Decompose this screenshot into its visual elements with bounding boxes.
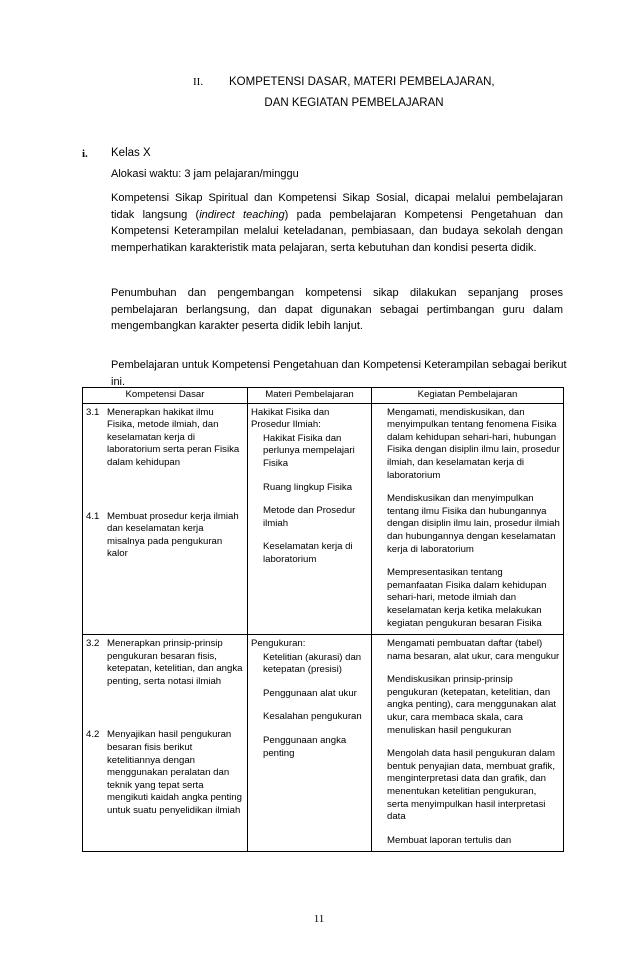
- bullet-box-icon: [251, 711, 263, 724]
- bullet-box-icon: [251, 652, 263, 677]
- materi-cell: [248, 635, 372, 852]
- section-heading-title: KOMPETENSI DASAR, MATERI PEMBELAJARAN,: [229, 76, 495, 88]
- materi-text: Kesalahan pengukuran: [263, 711, 362, 723]
- time-allocation: Alokasi waktu: 3 jam pelajaran/minggu: [111, 168, 299, 180]
- table-row: [83, 635, 564, 852]
- table-row: [83, 403, 564, 635]
- materi-text: Ketelitian (akurasi) dan ketepatan (presisi): [263, 651, 362, 676]
- section-heading-subtitle: DAN KEGIATAN PEMBELAJARAN: [264, 97, 444, 109]
- paragraph-attitude: [111, 190, 563, 256]
- kegiatan-text: Mendiskusikan dan menyimpulkan tentang ilmu Fisika dan hubungannya dengan disiplin ilmu lain, prosedur ilmiah dan hubungannya dengan keselamatan kerja di laboratorium: [387, 493, 560, 555]
- bullet-box-icon: [251, 482, 263, 495]
- bullet-box-icon: [375, 748, 387, 824]
- materi-item: [251, 505, 368, 530]
- materi-item: [251, 433, 368, 471]
- page-number: 11: [313, 913, 325, 925]
- bullet-box-icon: [251, 505, 263, 530]
- kd-text: Menyajikan hasil pengukuran besaran fisis berikut ketelitiannya dengan menggunakan peralatan dan teknik yang tepat serta mengikuti kaidah angka penting untuk suatu penyelidikan ilmiah: [107, 729, 242, 817]
- kegiatan-item: [375, 835, 560, 848]
- materi-item: [251, 541, 368, 566]
- kegiatan-text: Mengamati, mendiskusikan, dan menyimpulkan tentang fenomena Fisika dalam kehidupan sehari-hari, hubungan Fisika dengan disiplin ilmu lain, prosedur ilmiah, dan keselamatan kerja di laboratorium: [387, 406, 560, 481]
- paragraph-attitude-emphasis: indirect teaching: [199, 208, 285, 221]
- bullet-box-icon: [251, 735, 263, 760]
- materi-item: [251, 652, 368, 677]
- kegiatan-cell: [372, 403, 564, 635]
- bullet-box-icon: [375, 407, 387, 483]
- competency-table: [82, 387, 564, 852]
- paragraph-attitude-part2: ) pada pembelajaran Kompetensi Pengetahuan dan Kompetensi Keterampilan melalui keteladanan, pembiasaan, dan budaya sekolah dengan memperhatikan karakteristik mata pelajaran, serta kebutuhan dan kondisi peserta didik.: [111, 208, 563, 254]
- kegiatan-text: Membuat laporan tertulis dan: [387, 834, 512, 846]
- materi-item: [251, 711, 368, 724]
- bullet-box-icon: [375, 638, 387, 663]
- kegiatan-cell: [372, 635, 564, 852]
- bullet-box-icon: [251, 541, 263, 566]
- kd-cell: [83, 403, 248, 635]
- kd-number: 4.1: [86, 510, 100, 522]
- materi-title: Pengukuran:: [251, 638, 306, 650]
- materi-item: [251, 688, 368, 701]
- kd-cell: [83, 635, 248, 852]
- bullet-box-icon: [375, 493, 387, 556]
- kd-text: Menerapkan hakikat ilmu Fisika, metode ilmiah, dan keselamatan kerja di laboratorium serta peran Fisika dalam kehidupan: [107, 406, 240, 468]
- bullet-box-icon: [375, 835, 387, 848]
- materi-item: [251, 482, 368, 495]
- kd-item: [86, 729, 244, 817]
- kegiatan-text: Mengamati pembuatan daftar (tabel) nama besaran, alat ukur, cara mengukur: [387, 638, 560, 662]
- table-header-row: [83, 388, 564, 404]
- kd-item: [86, 511, 244, 561]
- materi-item: [251, 735, 368, 760]
- header-materi: Materi Pembelajaran: [248, 388, 372, 404]
- kd-item: [86, 638, 244, 688]
- paragraph-intro-table: Pembelajaran untuk Kompetensi Pengetahuan dan Kompetensi Keterampilan sebagai berikut ini.: [111, 359, 567, 388]
- paragraph-development: Penumbuhan dan pengembangan kompetensi sikap dilakukan sepanjang proses pembelajaran berlangsung, dan dapat digunakan sebagai pertimbangan guru dalam mengembangkan karakter peserta didik lebih lanjut.: [111, 287, 563, 332]
- bullet-box-icon: [375, 674, 387, 737]
- materi-text: Penggunaan angka penting: [263, 735, 347, 759]
- kd-text: Membuat prosedur kerja ilmiah dan keselamatan kerja misalnya pada pengukuran kalor: [107, 510, 239, 560]
- kegiatan-text: Mempresentasikan tentang pemanfaatan Fisika dalam kehidupan sehari-hari, metode ilmiah dan keselamatan kerja ketika melakukan kegiatan pengukuran besaran Fisika: [387, 567, 547, 629]
- bullet-box-icon: [375, 567, 387, 630]
- section-heading-line2: [0, 97, 638, 109]
- materi-text: Hakikat Fisika dan perlunya mempelajari Fisika: [263, 432, 355, 469]
- kegiatan-item: [375, 567, 560, 630]
- kd-number: 4.2: [86, 729, 100, 741]
- kegiatan-item: [375, 674, 560, 737]
- materi-text: Penggunaan alat ukur: [263, 687, 357, 699]
- bullet-box-icon: [251, 688, 263, 701]
- materi-cell: [248, 403, 372, 635]
- header-kegiatan: Kegiatan Pembelajaran: [372, 388, 564, 404]
- kegiatan-item: [375, 407, 560, 483]
- kegiatan-item: [375, 493, 560, 556]
- kegiatan-text: Mendiskusikan prinsip-prinsip pengukuran (ketepatan, ketelitian, dan angka penting), cara menggunakan alat ukur, cara membaca skala, cara menuliskan hasil pengukuran: [387, 674, 557, 736]
- kd-item: [86, 407, 244, 470]
- subsection-title: Kelas X: [111, 147, 151, 159]
- paragraph-attitude-part1: Kompetensi Sikap Spiritual dan Kompetensi Sikap Sosial, dicapai melalui pembelajaran tidak langsung (: [111, 192, 563, 221]
- bullet-box-icon: [251, 433, 263, 471]
- kd-number: 3.1: [86, 406, 100, 418]
- kegiatan-text: Mengolah data hasil pengukuran dalam bentuk penyajian data, membuat grafik, menginterpretasi data dan grafik, dan menentukan ketelitian pengukuran, serta menyimpulkan hasil interpretasi data: [387, 748, 556, 823]
- kd-number: 3.2: [86, 638, 100, 650]
- subsection-number: i.: [82, 148, 88, 160]
- materi-text: Metode dan Prosedur ilmiah: [263, 505, 356, 529]
- materi-text: Keselamatan kerja di laboratorium: [263, 541, 353, 565]
- section-heading-number: II.: [193, 76, 204, 88]
- materi-text: Ruang lingkup Fisika: [263, 481, 353, 493]
- kd-text: Menerapkan prinsip-prinsip pengukuran besaran fisis, ketepatan, ketelitian, dan angka penting, serta notasi ilmiah: [107, 638, 243, 687]
- header-kompetensi-dasar: Kompetensi Dasar: [83, 388, 248, 404]
- kegiatan-item: [375, 638, 560, 663]
- kegiatan-item: [375, 748, 560, 824]
- materi-title: Hakikat Fisika dan Prosedur Ilmiah:: [251, 406, 330, 431]
